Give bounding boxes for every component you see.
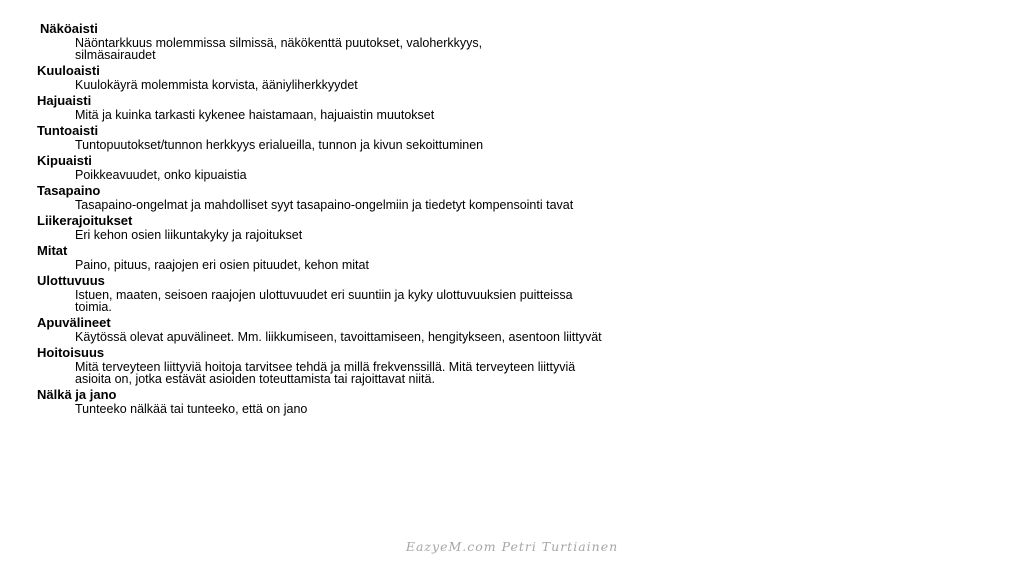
section-description: Paino, pituus, raajojen eri osien pituudet, kehon mitat bbox=[75, 258, 369, 272]
section-tuntoaisti bbox=[37, 124, 627, 151]
section-kuuloaisti bbox=[37, 64, 627, 91]
section-heading: Tuntoaisti bbox=[37, 123, 99, 138]
section-apuvalineet bbox=[37, 316, 627, 343]
section-heading: Ulottuvuus bbox=[37, 273, 105, 288]
section-heading: Apuvälineet bbox=[37, 315, 111, 330]
section-description: Istuen, maaten, seisoen raajojen ulottuvuudet eri suuntiin ja kyky ulottuvuuksien puitteissa toimia. bbox=[75, 288, 573, 314]
section-heading: Liikerajoitukset bbox=[37, 213, 133, 228]
section-heading: Nälkä ja jano bbox=[37, 387, 117, 402]
section-heading: Näköaisti bbox=[40, 21, 98, 36]
section-description: Kuulokäyrä molemmista korvista, ääniyliherkkyydet bbox=[75, 78, 358, 92]
section-heading: Kipuaisti bbox=[37, 153, 92, 168]
section-description: Näöntarkkuus molemmissa silmissä, näkökenttä puutokset, valoherkkyys, silmäsairaudet bbox=[75, 36, 483, 62]
section-description: Mitä terveyteen liittyviä hoitoja tarvitsee tehdä ja millä frekvenssillä. Mitä terveyteen liittyviä asioita on, jotka estävät asioiden toteuttamista tai rajoittavat niitä. bbox=[75, 360, 576, 386]
section-tasapaino bbox=[37, 184, 627, 211]
section-heading: Mitat bbox=[37, 243, 68, 258]
section-ulottuvuus bbox=[37, 274, 627, 313]
section-description: Eri kehon osien liikuntakyky ja rajoitukset bbox=[75, 228, 303, 242]
section-description: Käytössä olevat apuvälineet. Mm. liikkumiseen, tavoittamiseen, hengitykseen, asentoon liittyvät bbox=[75, 330, 602, 344]
section-hoitoisuus bbox=[37, 346, 627, 385]
section-kipuaisti bbox=[37, 154, 627, 181]
section-hajuaisti bbox=[37, 94, 627, 121]
footer-credit: EazyeM.com Petri Turtiainen bbox=[405, 539, 619, 554]
section-mitat bbox=[37, 244, 627, 271]
content-list bbox=[37, 22, 627, 418]
section-heading: Hajuaisti bbox=[37, 93, 92, 108]
section-heading: Tasapaino bbox=[37, 183, 101, 198]
section-heading: Hoitoisuus bbox=[37, 345, 105, 360]
section-nakoaisti bbox=[37, 22, 627, 61]
section-nalka-ja-jano bbox=[37, 388, 627, 415]
section-heading: Kuuloaisti bbox=[37, 63, 100, 78]
section-description: Tuntopuutokset/tunnon herkkyys erialueilla, tunnon ja kivun sekoittuminen bbox=[75, 138, 484, 152]
section-description: Tunteeko nälkää tai tunteeko, että on jano bbox=[75, 402, 308, 416]
section-description: Tasapaino-ongelmat ja mahdolliset syyt tasapaino-ongelmiin ja tiedetyt kompensointi tavat bbox=[75, 198, 574, 212]
section-liikerajoitukset bbox=[37, 214, 627, 241]
section-description: Poikkeavuudet, onko kipuaistia bbox=[75, 168, 247, 182]
section-description: Mitä ja kuinka tarkasti kykenee haistamaan, hajuaistin muutokset bbox=[75, 108, 435, 122]
